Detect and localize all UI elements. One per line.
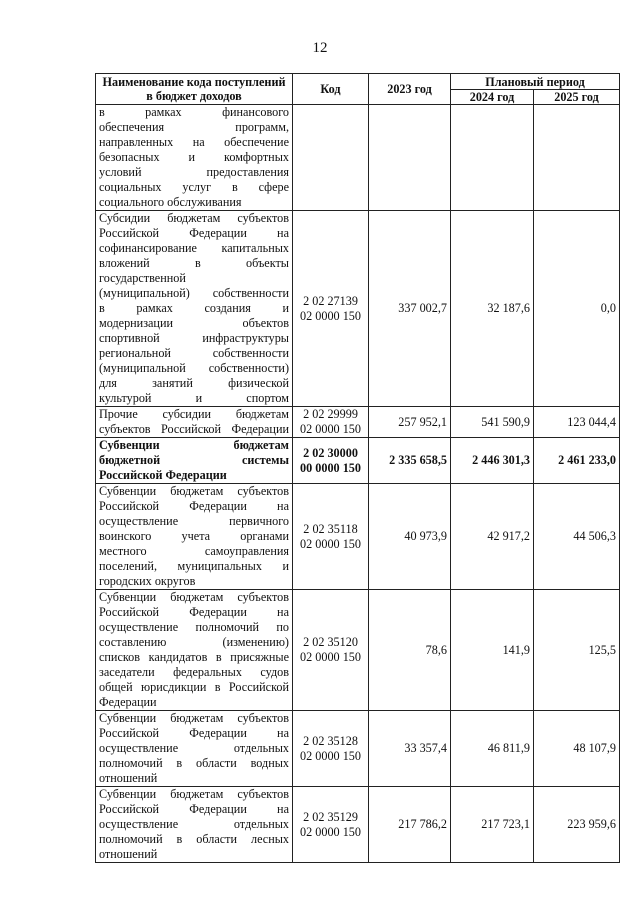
revenue-name-line: поселений, муниципальных и: [99, 559, 289, 573]
value-2024-cell: 42 917,2: [451, 484, 534, 590]
value-2023-cell: 337 002,7: [369, 211, 451, 407]
revenue-name-line: Российской Федерации на: [99, 226, 289, 240]
value-2023-cell: 33 357,4: [369, 711, 451, 787]
revenue-name-line: спортивной инфраструктуры: [99, 331, 289, 345]
table-row: [96, 438, 620, 484]
value-2023-cell: 217 786,2: [369, 787, 451, 863]
revenue-name-line: Субсидии бюджетам субъектов: [99, 211, 289, 225]
revenue-name-line: вложений в объекты: [99, 256, 289, 270]
value-2024-cell: [451, 105, 534, 211]
revenue-name-line: государственной: [99, 271, 186, 285]
header-year-2023: 2023 год: [369, 74, 451, 105]
header-year-2025: 2025 год: [534, 90, 620, 105]
revenue-name-line: софинансирование капитальных: [99, 241, 289, 255]
revenue-code-cell: 2 02 35120 02 0000 150: [293, 590, 369, 711]
revenue-name-line: общей юрисдикции в Российской: [99, 680, 289, 694]
value-2023-cell: 257 952,1: [369, 407, 451, 438]
value-2025-cell: 0,0: [534, 211, 620, 407]
table-row: [96, 787, 620, 863]
revenue-code-cell: 2 02 27139 02 0000 150: [293, 211, 369, 407]
revenue-name-line: культурой и спортом: [99, 391, 289, 405]
revenue-name-line: осуществление первичного: [99, 514, 289, 528]
revenue-name-line: Субвенции бюджетам: [99, 438, 289, 452]
revenue-name-line: Субвенции бюджетам субъектов: [99, 787, 289, 801]
revenue-name-line: городских округов: [99, 574, 196, 588]
revenue-code-cell: 2 02 35129 02 0000 150: [293, 787, 369, 863]
page-number: 12: [312, 40, 328, 56]
revenue-name-line: Российской Федерации на: [99, 802, 289, 816]
value-2024-cell: 141,9: [451, 590, 534, 711]
revenue-name-line: полномочий в области лесных: [99, 832, 289, 846]
revenue-name-line: модернизации объектов: [99, 316, 289, 330]
revenue-name-line: субъектов Российской Федерации: [99, 422, 289, 436]
revenue-name-line: направленных на обеспечение: [99, 135, 289, 149]
value-2025-cell: 223 959,6: [534, 787, 620, 863]
revenue-name-cell: [96, 484, 293, 590]
table-row: [96, 711, 620, 787]
budget-revenue-table: [95, 73, 620, 863]
revenue-name-line: бюджетной системы: [99, 453, 289, 467]
table-row: [96, 211, 620, 407]
revenue-code-cell: [293, 105, 369, 211]
header-name-column: Наименование кода поступлений в бюджет доходов: [96, 74, 293, 105]
value-2025-cell: 48 107,9: [534, 711, 620, 787]
revenue-name-line: для занятий физической: [99, 376, 289, 390]
revenue-name-line: Субвенции бюджетам субъектов: [99, 590, 289, 604]
revenue-name-cell: [96, 711, 293, 787]
value-2024-cell: 46 811,9: [451, 711, 534, 787]
revenue-name-line: осуществление отдельных: [99, 741, 289, 755]
revenue-code-cell: 2 02 30000 00 0000 150: [293, 438, 369, 484]
value-2024-cell: 32 187,6: [451, 211, 534, 407]
revenue-name-line: Федерации: [99, 695, 157, 709]
revenue-name-cell: [96, 211, 293, 407]
revenue-name-line: списков кандидатов в присяжные: [99, 650, 289, 664]
revenue-name-line: региональной собственности: [99, 346, 289, 360]
table-row: [96, 590, 620, 711]
revenue-code-cell: 2 02 29999 02 0000 150: [293, 407, 369, 438]
revenue-name-line: воинского учета органами: [99, 529, 289, 543]
revenue-name-line: социальных услуг в сфере: [99, 180, 289, 194]
value-2025-cell: [534, 105, 620, 211]
revenue-name-line: (муниципальной собственности): [99, 361, 289, 375]
value-2024-cell: 2 446 301,3: [451, 438, 534, 484]
revenue-name-line: Российской Федерации: [99, 468, 227, 482]
value-2024-cell: 541 590,9: [451, 407, 534, 438]
header-year-2024: 2024 год: [451, 90, 534, 105]
value-2024-cell: 217 723,1: [451, 787, 534, 863]
header-planned-period: Плановый период: [451, 74, 620, 90]
revenue-name-line: Субвенции бюджетам субъектов: [99, 484, 289, 498]
revenue-name-line: Субвенции бюджетам субъектов: [99, 711, 289, 725]
value-2025-cell: 123 044,4: [534, 407, 620, 438]
revenue-name-line: местного самоуправления: [99, 544, 289, 558]
revenue-name-line: отношений: [99, 771, 158, 785]
revenue-name-line: обеспечения программ,: [99, 120, 289, 134]
revenue-name-line: осуществление полномочий по: [99, 620, 289, 634]
revenue-code-cell: 2 02 35128 02 0000 150: [293, 711, 369, 787]
revenue-name-line: Российской Федерации на: [99, 726, 289, 740]
value-2025-cell: 125,5: [534, 590, 620, 711]
revenue-name-line: Прочие субсидии бюджетам: [99, 407, 289, 421]
table-row: [96, 105, 620, 211]
revenue-name-line: осуществление отдельных: [99, 817, 289, 831]
revenue-name-cell: [96, 590, 293, 711]
revenue-name-line: безопасных и комфортных: [99, 150, 289, 164]
value-2023-cell: 2 335 658,5: [369, 438, 451, 484]
revenue-name-line: полномочий в области водных: [99, 756, 289, 770]
revenue-name-cell: [96, 407, 293, 438]
revenue-name-line: в рамках финансового: [99, 105, 289, 119]
value-2023-cell: 40 973,9: [369, 484, 451, 590]
revenue-name-line: в рамках создания и: [99, 301, 289, 315]
revenue-name-line: составлению (изменению): [99, 635, 289, 649]
table-row: [96, 407, 620, 438]
revenue-name-line: Российской Федерации на: [99, 499, 289, 513]
revenue-name-cell: [96, 105, 293, 211]
revenue-name-line: Российской Федерации на: [99, 605, 289, 619]
value-2023-cell: [369, 105, 451, 211]
value-2023-cell: 78,6: [369, 590, 451, 711]
table-row: [96, 484, 620, 590]
revenue-code-cell: 2 02 35118 02 0000 150: [293, 484, 369, 590]
revenue-name-cell: [96, 787, 293, 863]
revenue-name-line: отношений: [99, 847, 158, 861]
revenue-name-line: заседатели федеральных судов: [99, 665, 289, 679]
revenue-name-cell: [96, 438, 293, 484]
revenue-name-line: социального обслуживания: [99, 195, 242, 209]
value-2025-cell: 44 506,3: [534, 484, 620, 590]
value-2025-cell: 2 461 233,0: [534, 438, 620, 484]
revenue-name-line: условий предоставления: [99, 165, 289, 179]
header-code-column: Код: [293, 74, 369, 105]
revenue-name-line: (муниципальной) собственности: [99, 286, 289, 300]
